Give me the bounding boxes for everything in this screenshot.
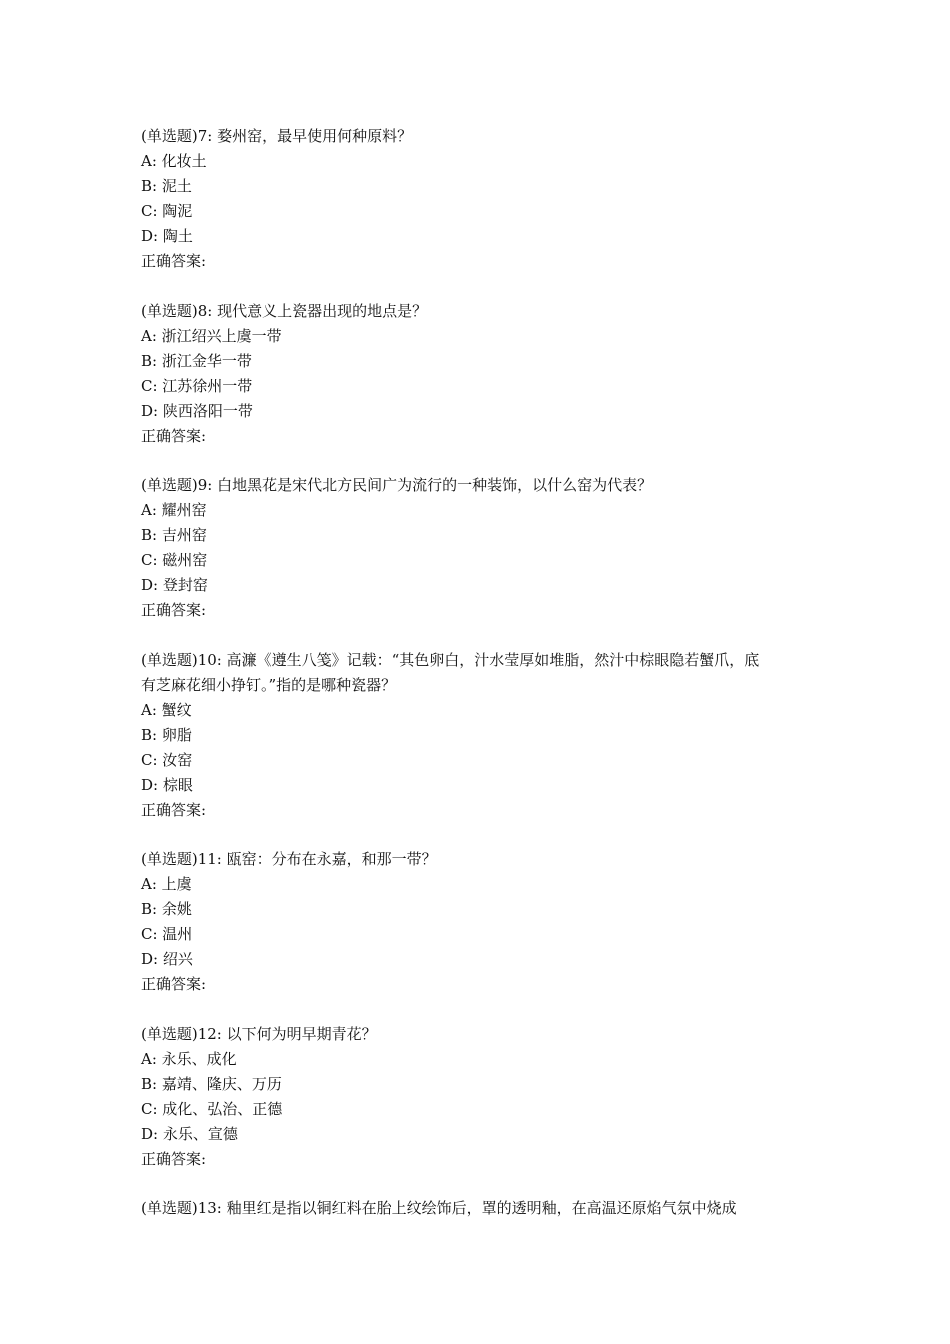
- option-b: B: 浙江金华一带: [141, 351, 252, 370]
- question-block: [141, 847, 831, 997]
- option-b: B: 吉州窑: [141, 526, 207, 544]
- question-stem-line-2: 有芝麻花细小挣钉。”指的是哪种瓷器？: [141, 675, 397, 694]
- option-a: A: 上虞: [141, 875, 192, 893]
- question-stem: (单选题)12: 以下何为明早期青花？: [141, 1024, 377, 1043]
- option-a: A: 耀州窑: [141, 501, 207, 519]
- answer-label: 正确答案:: [141, 601, 207, 619]
- question-stem-line-1: (单选题)10: 高濂《遵生八笺》记载：“其色卵白，汁水莹厚如堆脂，然汁中棕眼隐若蟹爪，底: [141, 650, 760, 669]
- answer-label: 正确答案:: [141, 426, 207, 445]
- option-b: B: 余姚: [141, 900, 192, 918]
- question-block: [141, 299, 831, 449]
- option-c: C: 成化、弘治、正德: [141, 1099, 283, 1118]
- question-block: [141, 648, 831, 823]
- quiz-document: [141, 124, 831, 1246]
- option-a: A: 蟹纹: [141, 700, 192, 719]
- option-c: C: 磁州窑: [141, 551, 208, 569]
- answer-label: 正确答案:: [141, 252, 207, 270]
- option-d: D: 棕眼: [141, 775, 193, 794]
- option-d: D: 绍兴: [141, 950, 193, 968]
- option-b: B: 泥土: [141, 177, 192, 195]
- option-d: D: 陕西洛阳一带: [141, 401, 253, 420]
- question-stem: (单选题)7: 婺州窑，最早使用何种原料？: [141, 127, 413, 145]
- question-block: [141, 1196, 831, 1221]
- answer-label: 正确答案:: [141, 975, 207, 993]
- option-c: C: 江苏徐州一带: [141, 376, 253, 395]
- option-d: D: 登封窑: [141, 576, 208, 594]
- question-stem: (单选题)11: 瓯窑：分布在永嘉，和那一带？: [141, 850, 437, 868]
- question-stem: (单选题)9: 白地黑花是宋代北方民间广为流行的一种装饰，以什么窑为代表？: [141, 476, 653, 494]
- question-block: [141, 1022, 831, 1172]
- question-block: [141, 473, 831, 623]
- option-c: C: 温州: [141, 925, 193, 943]
- option-c: C: 陶泥: [141, 202, 193, 220]
- option-b: B: 卵脂: [141, 725, 192, 744]
- option-d: D: 永乐、宣德: [141, 1124, 238, 1143]
- question-block: [141, 124, 831, 274]
- option-a: A: 永乐、成化: [141, 1049, 237, 1068]
- option-d: D: 陶土: [141, 227, 193, 245]
- answer-label: 正确答案:: [141, 1149, 207, 1168]
- question-stem: (单选题)13: 釉里红是指以铜红料在胎上纹绘饰后，罩的透明釉，在高温还原焰气氛中烧成: [141, 1199, 737, 1217]
- option-c: C: 汝窑: [141, 750, 193, 769]
- option-a: A: 浙江绍兴上虞一带: [141, 326, 282, 345]
- option-b: B: 嘉靖、隆庆、万历: [141, 1074, 282, 1093]
- answer-label: 正确答案:: [141, 800, 207, 819]
- question-stem: (单选题)8: 现代意义上瓷器出现的地点是？: [141, 301, 428, 320]
- option-a: A: 化妆土: [141, 152, 207, 170]
